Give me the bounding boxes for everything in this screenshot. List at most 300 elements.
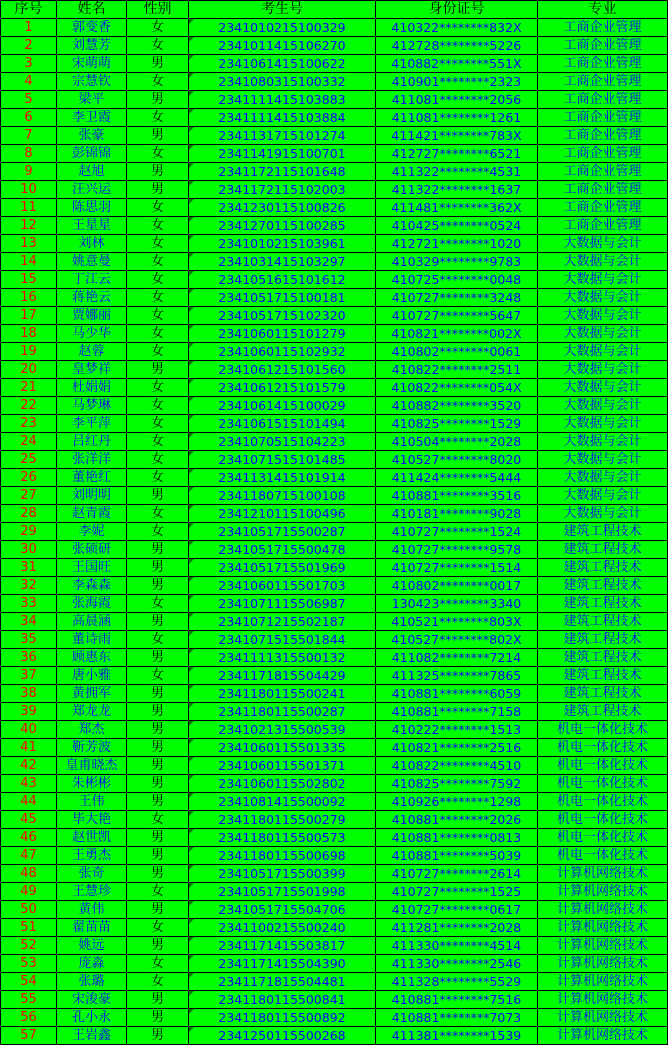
id-number: 410727********2614 bbox=[376, 865, 538, 883]
row-index: 2 bbox=[1, 37, 57, 55]
exam-number: 2341141915100701 bbox=[189, 145, 376, 163]
id-number: 410727********9578 bbox=[376, 541, 538, 559]
major: 建筑工程技术 bbox=[538, 685, 668, 703]
major: 建筑工程技术 bbox=[538, 649, 668, 667]
table-row bbox=[1, 307, 668, 325]
table-row bbox=[1, 667, 668, 685]
student-name: 宋萌萌 bbox=[57, 55, 127, 73]
id-number: 410822********054X bbox=[376, 379, 538, 397]
major: 大数据与会计 bbox=[538, 361, 668, 379]
major: 大数据与会计 bbox=[538, 307, 668, 325]
id-number: 410821********2516 bbox=[376, 739, 538, 757]
student-name: 吕红丹 bbox=[57, 433, 127, 451]
major: 机电一体化技术 bbox=[538, 829, 668, 847]
major: 建筑工程技术 bbox=[538, 703, 668, 721]
id-number: 130423********3340 bbox=[376, 595, 538, 613]
major: 机电一体化技术 bbox=[538, 847, 668, 865]
row-index: 28 bbox=[1, 505, 57, 523]
student-gender: 男 bbox=[127, 757, 189, 775]
student-name: 张洋洋 bbox=[57, 451, 127, 469]
table-row bbox=[1, 163, 668, 181]
exam-number: 2341021315500539 bbox=[189, 721, 376, 739]
student-name: 孔小永 bbox=[57, 1009, 127, 1027]
exam-number: 2341210115100496 bbox=[189, 505, 376, 523]
id-number: 410802********0061 bbox=[376, 343, 538, 361]
exam-number: 2341172115102003 bbox=[189, 181, 376, 199]
id-number: 410727********1524 bbox=[376, 523, 538, 541]
student-name: 郑杰 bbox=[57, 721, 127, 739]
table-row bbox=[1, 973, 668, 991]
exam-number: 2341071215502187 bbox=[189, 613, 376, 631]
exam-number: 2341071515501844 bbox=[189, 631, 376, 649]
exam-number: 2341100215500240 bbox=[189, 919, 376, 937]
header-index: 序号 bbox=[1, 1, 57, 19]
major: 计算机网络技术 bbox=[538, 901, 668, 919]
student-name: 马梦琳 bbox=[57, 397, 127, 415]
student-gender: 女 bbox=[127, 109, 189, 127]
student-gender: 女 bbox=[127, 73, 189, 91]
exam-number: 2341111415103883 bbox=[189, 91, 376, 109]
row-index: 50 bbox=[1, 901, 57, 919]
student-gender: 女 bbox=[127, 19, 189, 37]
major: 工商企业管理 bbox=[538, 73, 668, 91]
table-row bbox=[1, 145, 668, 163]
id-number: 411082********7214 bbox=[376, 649, 538, 667]
table-body bbox=[1, 19, 668, 1045]
student-gender: 女 bbox=[127, 397, 189, 415]
student-name: 陈思羽 bbox=[57, 199, 127, 217]
exam-number: 2341060115501703 bbox=[189, 577, 376, 595]
exam-number: 2341061215101560 bbox=[189, 361, 376, 379]
row-index: 3 bbox=[1, 55, 57, 73]
major: 工商企业管理 bbox=[538, 19, 668, 37]
major: 大数据与会计 bbox=[538, 415, 668, 433]
student-gender: 男 bbox=[127, 613, 189, 631]
exam-number: 2341061415100622 bbox=[189, 55, 376, 73]
table-row bbox=[1, 361, 668, 379]
row-index: 35 bbox=[1, 631, 57, 649]
id-number: 411322********1637 bbox=[376, 181, 538, 199]
table-row bbox=[1, 703, 668, 721]
student-gender: 女 bbox=[127, 505, 189, 523]
row-index: 54 bbox=[1, 973, 57, 991]
major: 大数据与会计 bbox=[538, 235, 668, 253]
id-number: 410881********7158 bbox=[376, 703, 538, 721]
row-index: 12 bbox=[1, 217, 57, 235]
student-gender: 男 bbox=[127, 1027, 189, 1045]
major: 大数据与会计 bbox=[538, 343, 668, 361]
exam-number: 2341071115506987 bbox=[189, 595, 376, 613]
row-index: 52 bbox=[1, 937, 57, 955]
table-row bbox=[1, 613, 668, 631]
id-number: 410727********3248 bbox=[376, 289, 538, 307]
row-index: 24 bbox=[1, 433, 57, 451]
exam-number: 2341051715500287 bbox=[189, 523, 376, 541]
row-index: 15 bbox=[1, 271, 57, 289]
table-row bbox=[1, 469, 668, 487]
row-index: 53 bbox=[1, 955, 57, 973]
major: 计算机网络技术 bbox=[538, 955, 668, 973]
row-index: 51 bbox=[1, 919, 57, 937]
id-number: 410802********0017 bbox=[376, 577, 538, 595]
student-gender: 男 bbox=[127, 739, 189, 757]
student-name: 王岩鑫 bbox=[57, 1027, 127, 1045]
student-name: 庞淼 bbox=[57, 955, 127, 973]
student-gender: 女 bbox=[127, 271, 189, 289]
header-major: 专业 bbox=[538, 1, 668, 19]
table-row bbox=[1, 289, 668, 307]
exam-number: 2341051715504706 bbox=[189, 901, 376, 919]
table-row bbox=[1, 415, 668, 433]
exam-number: 2341051715501969 bbox=[189, 559, 376, 577]
student-gender: 男 bbox=[127, 901, 189, 919]
id-number: 411381********1539 bbox=[376, 1027, 538, 1045]
header-name: 姓名 bbox=[57, 1, 127, 19]
student-name: 刘林 bbox=[57, 235, 127, 253]
student-gender: 男 bbox=[127, 127, 189, 145]
table-row bbox=[1, 73, 668, 91]
student-name: 皇甫晓杰 bbox=[57, 757, 127, 775]
major: 机电一体化技术 bbox=[538, 793, 668, 811]
major: 大数据与会计 bbox=[538, 325, 668, 343]
exam-number: 2341051715102320 bbox=[189, 307, 376, 325]
major: 机电一体化技术 bbox=[538, 775, 668, 793]
student-name: 汪兴运 bbox=[57, 181, 127, 199]
id-number: 410527********8020 bbox=[376, 451, 538, 469]
row-index: 31 bbox=[1, 559, 57, 577]
table-row bbox=[1, 217, 668, 235]
row-index: 46 bbox=[1, 829, 57, 847]
table-row bbox=[1, 91, 668, 109]
exam-number: 2341070515104223 bbox=[189, 433, 376, 451]
id-number: 411281********2028 bbox=[376, 919, 538, 937]
student-name: 皇梦祥 bbox=[57, 361, 127, 379]
student-name: 杜娟娟 bbox=[57, 379, 127, 397]
header-exam-number: 考生号 bbox=[189, 1, 376, 19]
student-name: 王星星 bbox=[57, 217, 127, 235]
id-number: 411481********362X bbox=[376, 199, 538, 217]
table-row bbox=[1, 325, 668, 343]
major: 工商企业管理 bbox=[538, 217, 668, 235]
student-gender: 女 bbox=[127, 235, 189, 253]
exam-number: 2341010215100329 bbox=[189, 19, 376, 37]
row-index: 29 bbox=[1, 523, 57, 541]
major: 工商企业管理 bbox=[538, 145, 668, 163]
student-name: 王国旺 bbox=[57, 559, 127, 577]
table-row bbox=[1, 235, 668, 253]
student-gender: 女 bbox=[127, 325, 189, 343]
major: 大数据与会计 bbox=[538, 469, 668, 487]
student-gender: 女 bbox=[127, 631, 189, 649]
row-index: 47 bbox=[1, 847, 57, 865]
id-number: 410727********0617 bbox=[376, 901, 538, 919]
student-name: 姚意曼 bbox=[57, 253, 127, 271]
student-gender: 女 bbox=[127, 379, 189, 397]
major: 计算机网络技术 bbox=[538, 883, 668, 901]
major: 大数据与会计 bbox=[538, 379, 668, 397]
exam-number: 2341171815504481 bbox=[189, 973, 376, 991]
row-index: 21 bbox=[1, 379, 57, 397]
row-index: 32 bbox=[1, 577, 57, 595]
id-number: 411330********2546 bbox=[376, 955, 538, 973]
major: 工商企业管理 bbox=[538, 181, 668, 199]
exam-number: 2341051715500478 bbox=[189, 541, 376, 559]
major: 工商企业管理 bbox=[538, 127, 668, 145]
exam-number: 2341051715500399 bbox=[189, 865, 376, 883]
student-gender: 男 bbox=[127, 163, 189, 181]
table-row bbox=[1, 397, 668, 415]
student-name: 彭锦锦 bbox=[57, 145, 127, 163]
exam-number: 2341071515101485 bbox=[189, 451, 376, 469]
id-number: 410329********9783 bbox=[376, 253, 538, 271]
student-name: 李妮 bbox=[57, 523, 127, 541]
row-index: 14 bbox=[1, 253, 57, 271]
exam-number: 2341250115500268 bbox=[189, 1027, 376, 1045]
id-number: 410727********1514 bbox=[376, 559, 538, 577]
student-gender: 男 bbox=[127, 559, 189, 577]
table-row bbox=[1, 487, 668, 505]
student-name: 赵蓉 bbox=[57, 343, 127, 361]
row-index: 18 bbox=[1, 325, 57, 343]
student-gender: 男 bbox=[127, 847, 189, 865]
row-index: 41 bbox=[1, 739, 57, 757]
row-index: 26 bbox=[1, 469, 57, 487]
student-name: 张璐 bbox=[57, 973, 127, 991]
student-gender: 女 bbox=[127, 883, 189, 901]
id-number: 410881********6059 bbox=[376, 685, 538, 703]
student-gender: 女 bbox=[127, 253, 189, 271]
exam-number: 2341131715101274 bbox=[189, 127, 376, 145]
student-name: 张海霞 bbox=[57, 595, 127, 613]
table-row bbox=[1, 721, 668, 739]
student-gender: 女 bbox=[127, 217, 189, 235]
exam-number: 2341171415504390 bbox=[189, 955, 376, 973]
major: 计算机网络技术 bbox=[538, 991, 668, 1009]
major: 建筑工程技术 bbox=[538, 631, 668, 649]
major: 大数据与会计 bbox=[538, 397, 668, 415]
table-row bbox=[1, 181, 668, 199]
student-gender: 男 bbox=[127, 55, 189, 73]
table-row bbox=[1, 829, 668, 847]
exam-number: 2341172115101648 bbox=[189, 163, 376, 181]
table-row bbox=[1, 559, 668, 577]
row-index: 5 bbox=[1, 91, 57, 109]
table-row bbox=[1, 685, 668, 703]
exam-number: 2341081415500092 bbox=[189, 793, 376, 811]
exam-number: 2341051715100181 bbox=[189, 289, 376, 307]
row-index: 48 bbox=[1, 865, 57, 883]
table-row bbox=[1, 955, 668, 973]
student-name: 董诗雨 bbox=[57, 631, 127, 649]
row-index: 20 bbox=[1, 361, 57, 379]
exam-number: 2341080315100332 bbox=[189, 73, 376, 91]
student-gender: 男 bbox=[127, 649, 189, 667]
id-number: 410881********7073 bbox=[376, 1009, 538, 1027]
exam-number: 2341060115102932 bbox=[189, 343, 376, 361]
major: 计算机网络技术 bbox=[538, 1009, 668, 1027]
exam-number: 2341111315500132 bbox=[189, 649, 376, 667]
major: 大数据与会计 bbox=[538, 505, 668, 523]
table-row bbox=[1, 505, 668, 523]
id-number: 410822********2511 bbox=[376, 361, 538, 379]
student-gender: 女 bbox=[127, 955, 189, 973]
id-number: 410881********5039 bbox=[376, 847, 538, 865]
table-row bbox=[1, 775, 668, 793]
id-number: 412728********5226 bbox=[376, 37, 538, 55]
id-number: 410527********802X bbox=[376, 631, 538, 649]
student-gender: 女 bbox=[127, 667, 189, 685]
student-gender: 男 bbox=[127, 793, 189, 811]
student-name: 郭变香 bbox=[57, 19, 127, 37]
student-name: 黄伟 bbox=[57, 901, 127, 919]
row-index: 27 bbox=[1, 487, 57, 505]
id-number: 410322********832X bbox=[376, 19, 538, 37]
exam-number: 2341180115500279 bbox=[189, 811, 376, 829]
student-name: 李平萍 bbox=[57, 415, 127, 433]
major: 建筑工程技术 bbox=[538, 541, 668, 559]
table-row bbox=[1, 847, 668, 865]
student-name: 王伟 bbox=[57, 793, 127, 811]
row-index: 42 bbox=[1, 757, 57, 775]
table-row bbox=[1, 127, 668, 145]
header-gender: 性别 bbox=[127, 1, 189, 19]
student-name: 唐小雅 bbox=[57, 667, 127, 685]
table-row bbox=[1, 523, 668, 541]
table-row bbox=[1, 1009, 668, 1027]
student-name: 马少华 bbox=[57, 325, 127, 343]
id-number: 411421********783X bbox=[376, 127, 538, 145]
student-gender: 女 bbox=[127, 811, 189, 829]
exam-number: 2341061215101579 bbox=[189, 379, 376, 397]
exam-number: 2341180115500241 bbox=[189, 685, 376, 703]
id-number: 410825********1529 bbox=[376, 415, 538, 433]
row-index: 44 bbox=[1, 793, 57, 811]
major: 工商企业管理 bbox=[538, 163, 668, 181]
table-row bbox=[1, 379, 668, 397]
student-gender: 男 bbox=[127, 865, 189, 883]
student-gender: 女 bbox=[127, 199, 189, 217]
exam-number: 2341180115500573 bbox=[189, 829, 376, 847]
id-number: 410881********2026 bbox=[376, 811, 538, 829]
student-gender: 女 bbox=[127, 523, 189, 541]
row-index: 8 bbox=[1, 145, 57, 163]
exam-number: 2341180715100108 bbox=[189, 487, 376, 505]
major: 建筑工程技术 bbox=[538, 595, 668, 613]
major: 大数据与会计 bbox=[538, 271, 668, 289]
row-index: 7 bbox=[1, 127, 57, 145]
student-name: 赵世凯 bbox=[57, 829, 127, 847]
exam-number: 2341171415503817 bbox=[189, 937, 376, 955]
student-name: 王慧珍 bbox=[57, 883, 127, 901]
table-row bbox=[1, 541, 668, 559]
row-index: 39 bbox=[1, 703, 57, 721]
id-number: 410882********551X bbox=[376, 55, 538, 73]
row-index: 55 bbox=[1, 991, 57, 1009]
student-name: 贾娜丽 bbox=[57, 307, 127, 325]
student-gender: 男 bbox=[127, 181, 189, 199]
major: 建筑工程技术 bbox=[538, 667, 668, 685]
id-number: 410181********9028 bbox=[376, 505, 538, 523]
table-row bbox=[1, 109, 668, 127]
student-name: 顾惠东 bbox=[57, 649, 127, 667]
id-number: 410901********2323 bbox=[376, 73, 538, 91]
student-name: 姚远 bbox=[57, 937, 127, 955]
major: 大数据与会计 bbox=[538, 451, 668, 469]
student-gender: 女 bbox=[127, 37, 189, 55]
major: 大数据与会计 bbox=[538, 487, 668, 505]
row-index: 38 bbox=[1, 685, 57, 703]
row-index: 4 bbox=[1, 73, 57, 91]
student-name: 张奇 bbox=[57, 865, 127, 883]
major: 计算机网络技术 bbox=[538, 973, 668, 991]
major: 工商企业管理 bbox=[538, 37, 668, 55]
row-index: 17 bbox=[1, 307, 57, 325]
major: 大数据与会计 bbox=[538, 289, 668, 307]
student-name: 黄拥军 bbox=[57, 685, 127, 703]
exam-number: 2341131415101914 bbox=[189, 469, 376, 487]
table-row bbox=[1, 37, 668, 55]
row-index: 22 bbox=[1, 397, 57, 415]
student-gender: 女 bbox=[127, 469, 189, 487]
row-index: 10 bbox=[1, 181, 57, 199]
student-gender: 女 bbox=[127, 433, 189, 451]
table-row bbox=[1, 199, 668, 217]
student-gender: 男 bbox=[127, 775, 189, 793]
row-index: 13 bbox=[1, 235, 57, 253]
student-name: 张豪 bbox=[57, 127, 127, 145]
id-number: 410727********5647 bbox=[376, 307, 538, 325]
table-row bbox=[1, 919, 668, 937]
exam-number: 2341060115502802 bbox=[189, 775, 376, 793]
exam-number: 2341111415103884 bbox=[189, 109, 376, 127]
table-row bbox=[1, 937, 668, 955]
student-gender: 男 bbox=[127, 937, 189, 955]
row-index: 30 bbox=[1, 541, 57, 559]
student-gender: 女 bbox=[127, 289, 189, 307]
row-index: 34 bbox=[1, 613, 57, 631]
student-gender: 男 bbox=[127, 685, 189, 703]
student-gender: 女 bbox=[127, 451, 189, 469]
major: 大数据与会计 bbox=[538, 433, 668, 451]
table-row bbox=[1, 451, 668, 469]
id-number: 410926********1298 bbox=[376, 793, 538, 811]
id-number: 412721********1020 bbox=[376, 235, 538, 253]
id-number: 411328********5529 bbox=[376, 973, 538, 991]
major: 机电一体化技术 bbox=[538, 757, 668, 775]
row-index: 1 bbox=[1, 19, 57, 37]
student-name: 赵旭 bbox=[57, 163, 127, 181]
student-name: 毕大艳 bbox=[57, 811, 127, 829]
row-index: 23 bbox=[1, 415, 57, 433]
row-index: 16 bbox=[1, 289, 57, 307]
id-number: 410825********7592 bbox=[376, 775, 538, 793]
student-name: 蒋艳云 bbox=[57, 289, 127, 307]
id-number: 410881********7516 bbox=[376, 991, 538, 1009]
table-row bbox=[1, 1027, 668, 1045]
major: 建筑工程技术 bbox=[538, 523, 668, 541]
table-row bbox=[1, 811, 668, 829]
student-name: 刘慧芳 bbox=[57, 37, 127, 55]
student-gender: 男 bbox=[127, 703, 189, 721]
id-number: 411424********5444 bbox=[376, 469, 538, 487]
student-name: 郑龙龙 bbox=[57, 703, 127, 721]
id-number: 411330********4514 bbox=[376, 937, 538, 955]
id-number: 410882********3520 bbox=[376, 397, 538, 415]
row-index: 37 bbox=[1, 667, 57, 685]
header-row bbox=[1, 1, 668, 19]
student-gender: 女 bbox=[127, 973, 189, 991]
table-row bbox=[1, 271, 668, 289]
